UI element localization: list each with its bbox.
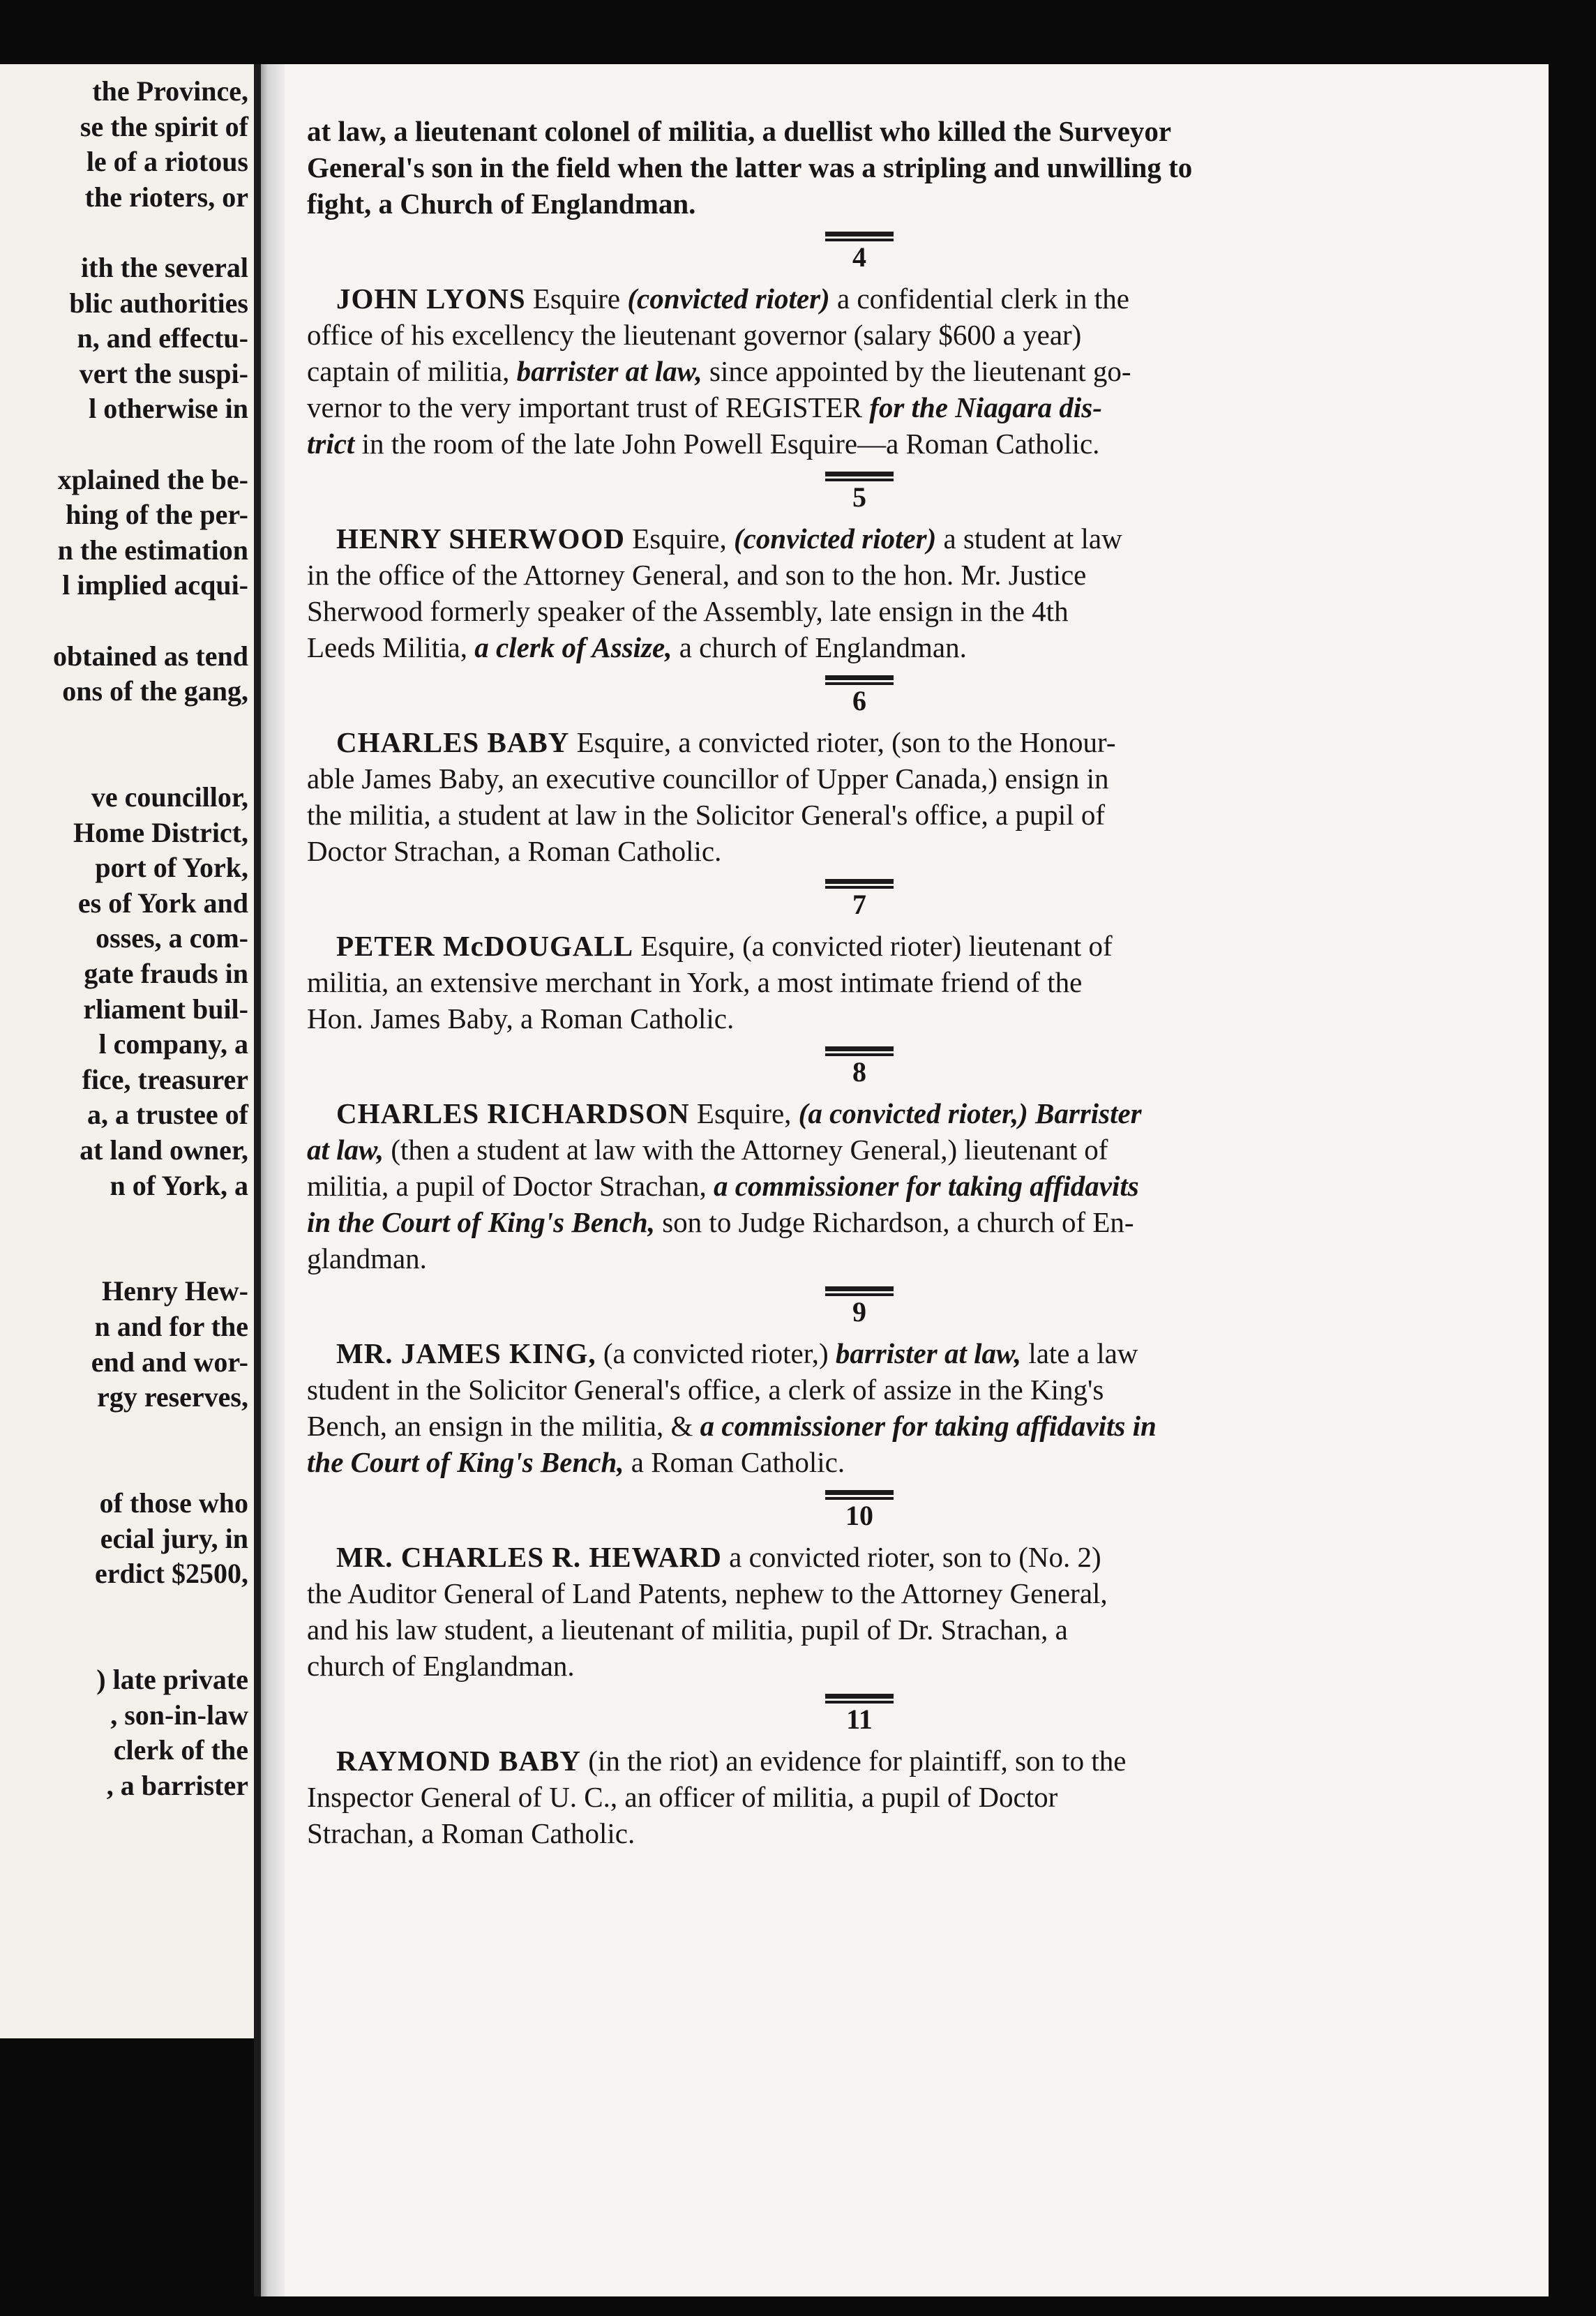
left-fragment-line: osses, a com- bbox=[96, 922, 248, 954]
left-fragment-line: fice, treasurer bbox=[82, 1063, 248, 1095]
text-run: Esquire, (a convicted rioter) lieutenant of bbox=[633, 930, 1113, 962]
entry-number: 7 bbox=[852, 889, 866, 920]
text-run: glandman. bbox=[307, 1242, 427, 1274]
entry-name: CHARLES RICHARDSON bbox=[336, 1097, 690, 1129]
text-run: and his law student, a lieutenant of militia, pupil of Dr. Strachan, a bbox=[307, 1614, 1068, 1646]
entry-name: JOHN LYONS bbox=[336, 283, 526, 315]
entry-name: CHARLES BABY bbox=[336, 726, 570, 758]
italic-text: (convicted rioter) bbox=[733, 522, 937, 555]
entry-line bbox=[307, 1648, 1423, 1684]
left-fragment-line: n of York, a bbox=[110, 1169, 248, 1201]
entry bbox=[307, 1539, 1423, 1684]
text-run: Inspector General of U. C., an officer of militia, a pupil of Doctor bbox=[307, 1781, 1058, 1813]
text-run: Doctor Strachan, a Roman Catholic. bbox=[307, 835, 722, 867]
text-run: vernor to the very important trust of REGISTER bbox=[307, 391, 870, 423]
section-separator bbox=[825, 1694, 894, 1704]
italic-text: (convicted rioter) bbox=[627, 283, 830, 315]
text-run: the militia, a student at law in the Solicitor General's office, a pupil of bbox=[307, 799, 1106, 831]
italic-text: in the Court of King's Bench, bbox=[307, 1206, 655, 1238]
left-fragment-line: a, a trustee of bbox=[86, 1099, 248, 1131]
entry-number: 9 bbox=[852, 1296, 866, 1328]
text-run: in the room of the late John Powell Esquire—a Roman Catholic. bbox=[354, 428, 1100, 460]
left-fragment-line: at land owner, bbox=[80, 1134, 248, 1166]
text-run: Esquire, bbox=[689, 1097, 799, 1129]
entry-line bbox=[307, 389, 1423, 426]
entry-line bbox=[307, 353, 1423, 389]
section-separator bbox=[825, 232, 894, 241]
text-run: Esquire, a convicted rioter, (son to the Honour- bbox=[569, 726, 1116, 758]
entry bbox=[307, 520, 1423, 666]
entry-number: 4 bbox=[852, 241, 866, 273]
entry-first-line bbox=[307, 1335, 1423, 1371]
entry bbox=[307, 1335, 1423, 1480]
entry-line bbox=[307, 1779, 1423, 1815]
entry-line bbox=[307, 1408, 1423, 1444]
entry-name: HENRY SHERWOOD bbox=[336, 522, 625, 555]
text-run: a confidential clerk in the bbox=[829, 283, 1129, 315]
left-fragment-line: rgy reserves, bbox=[97, 1381, 248, 1413]
entry-first-line bbox=[307, 280, 1423, 317]
section-separator bbox=[825, 1286, 894, 1296]
text-run: militia, a pupil of Doctor Strachan, bbox=[307, 1170, 714, 1202]
text-run: since appointed by the lieutenant go- bbox=[702, 355, 1131, 387]
italic-text: Barrister bbox=[1034, 1097, 1142, 1129]
entry-line bbox=[307, 1371, 1423, 1408]
left-fragment-line: blic authorities bbox=[69, 287, 248, 319]
text-run: Bench, an ensign in the militia, & bbox=[307, 1410, 700, 1442]
entry-line bbox=[307, 1204, 1423, 1240]
intro-line: General's son in the field when the latter was a stripling and unwilling to bbox=[307, 151, 1193, 183]
entry-name: MR. CHARLES R. HEWARD bbox=[336, 1541, 722, 1573]
entry-line bbox=[307, 1131, 1423, 1168]
section-separator bbox=[825, 472, 894, 481]
entry-line bbox=[307, 1611, 1423, 1648]
entry-name: RAYMOND BABY bbox=[336, 1745, 582, 1777]
text-run: church of Englandman. bbox=[307, 1650, 575, 1682]
entry-first-line bbox=[307, 928, 1423, 964]
left-fragment-line: port of York, bbox=[95, 852, 248, 884]
left-fragment-line: gate frauds in bbox=[84, 958, 248, 989]
text-run: able James Baby, an executive councillor of Upper Canada,) ensign in bbox=[307, 762, 1109, 795]
entry-line bbox=[307, 833, 1423, 869]
entry-line bbox=[307, 629, 1423, 666]
left-fragment-line: ecial jury, in bbox=[100, 1522, 248, 1554]
section-separator bbox=[825, 879, 894, 889]
entry-first-line bbox=[307, 724, 1423, 760]
entry-line bbox=[307, 1000, 1423, 1037]
entry bbox=[307, 928, 1423, 1037]
text-run: Esquire, bbox=[624, 522, 734, 555]
text-run: the Auditor General of Land Patents, nephew to the Attorney General, bbox=[307, 1577, 1108, 1609]
entry-first-line bbox=[307, 1095, 1423, 1131]
left-fragment-line: the rioters, or bbox=[84, 181, 248, 213]
entry bbox=[307, 280, 1423, 462]
left-fragment-line: se the spirit of bbox=[80, 110, 248, 142]
entry-list bbox=[307, 232, 1423, 1851]
text-run: militia, an extensive merchant in York, a most intimate friend of the bbox=[307, 966, 1083, 998]
left-fragment-line: erdict $2500, bbox=[95, 1558, 248, 1590]
left-fragment-line: rliament buil- bbox=[83, 993, 248, 1025]
left-fragment-line: Home District, bbox=[73, 816, 248, 848]
italic-text: at law, bbox=[307, 1134, 384, 1166]
left-fragment-line: n and for the bbox=[94, 1311, 248, 1342]
italic-text: the Court of King's Bench, bbox=[307, 1446, 624, 1478]
text-run: in the office of the Attorney General, and son to the hon. Mr. Justice bbox=[307, 559, 1087, 591]
page bbox=[285, 64, 1549, 2296]
left-fragment-line: le of a riotous bbox=[86, 146, 248, 178]
previous-page-fragment bbox=[0, 64, 259, 2038]
left-fragment-line: l implied acqui- bbox=[62, 569, 248, 601]
section-separator bbox=[825, 1490, 894, 1500]
entry-line bbox=[307, 1240, 1423, 1277]
left-fragment-line: l company, a bbox=[98, 1028, 248, 1060]
left-fragment-line: hing of the per- bbox=[66, 499, 248, 531]
text-run: a Roman Catholic. bbox=[624, 1446, 845, 1478]
entry-line bbox=[307, 557, 1423, 593]
italic-text: barrister at law, bbox=[835, 1337, 1022, 1369]
left-fragment-line: obtained as tend bbox=[52, 640, 248, 672]
text-run: (then a student at law with the Attorney General,) lieutenant of bbox=[384, 1134, 1108, 1166]
gutter-rule bbox=[254, 64, 261, 2296]
text-run: late a law bbox=[1021, 1337, 1138, 1369]
left-fragment-line: , son-in-law bbox=[110, 1699, 248, 1731]
left-fragment-line: vert the suspi- bbox=[79, 357, 248, 389]
left-fragment-line: l otherwise in bbox=[89, 393, 248, 425]
italic-text: a commissioner for taking affidavits in bbox=[700, 1410, 1157, 1442]
entry bbox=[307, 1743, 1423, 1851]
italic-text: (a convicted rioter,) bbox=[798, 1097, 1028, 1129]
text-run: student in the Solicitor General's office, a clerk of assize in the King's bbox=[307, 1374, 1104, 1406]
entry-line bbox=[307, 1815, 1423, 1851]
entry-line bbox=[307, 426, 1423, 462]
text-run: Hon. James Baby, a Roman Catholic. bbox=[307, 1002, 735, 1035]
entry-line bbox=[307, 760, 1423, 797]
left-fragment-line: the Province, bbox=[92, 75, 248, 107]
left-fragment-line: es of York and bbox=[77, 887, 248, 919]
entry-first-line bbox=[307, 1539, 1423, 1575]
intro-paragraph bbox=[307, 113, 1423, 222]
left-column-text bbox=[0, 64, 259, 2038]
text-run bbox=[1028, 1097, 1035, 1129]
entry-line bbox=[307, 1168, 1423, 1204]
text-run: captain of militia, bbox=[307, 355, 517, 387]
entry-line bbox=[307, 964, 1423, 1000]
italic-text: a clerk of Assize, bbox=[474, 631, 672, 663]
left-fragment-line: xplained the be- bbox=[57, 463, 248, 495]
left-fragment-line: ith the several bbox=[81, 252, 248, 283]
entry bbox=[307, 724, 1423, 869]
text-run: Esquire bbox=[525, 283, 628, 315]
text-run: son to Judge Richardson, a church of En- bbox=[654, 1206, 1134, 1238]
text-run: Leeds Militia, bbox=[307, 631, 475, 663]
text-run: a church of Englandman. bbox=[672, 631, 967, 663]
left-fragment-line: ve councillor, bbox=[91, 781, 248, 813]
entry-number: 5 bbox=[852, 481, 866, 513]
text-run: office of his excellency the lieutenant governor (salary $600 a year) bbox=[307, 319, 1082, 351]
entry-first-line bbox=[307, 1743, 1423, 1779]
left-fragment-line: ons of the gang, bbox=[62, 675, 248, 707]
left-fragment-line: , a barrister bbox=[106, 1769, 248, 1801]
left-fragment-line: ) late private bbox=[96, 1664, 248, 1695]
italic-text: for the Niagara dis- bbox=[869, 391, 1102, 423]
entry-first-line bbox=[307, 520, 1423, 557]
entry-number: 10 bbox=[845, 1500, 873, 1531]
text-run: Sherwood formerly speaker of the Assembly, late ensign in the 4th bbox=[307, 595, 1069, 627]
left-fragment-line: clerk of the bbox=[113, 1734, 248, 1766]
main-text-column bbox=[307, 113, 1423, 1851]
text-run: (a convicted rioter,) bbox=[596, 1337, 836, 1369]
entry-line bbox=[307, 593, 1423, 629]
book-gutter bbox=[258, 64, 286, 2296]
entry-name: PETER McDOUGALL bbox=[336, 930, 634, 962]
entry-line bbox=[307, 797, 1423, 833]
left-fragment-line: n, and effectu- bbox=[77, 322, 248, 354]
left-fragment-line: Henry Hew- bbox=[102, 1275, 248, 1307]
entry bbox=[307, 1095, 1423, 1277]
entry-line bbox=[307, 317, 1423, 353]
text-run: a student at law bbox=[936, 522, 1122, 555]
left-fragment-line: of those who bbox=[99, 1487, 248, 1519]
entry-number: 11 bbox=[846, 1704, 873, 1735]
italic-text: a commissioner for taking affidavits bbox=[713, 1170, 1139, 1202]
text-run: (in the riot) an evidence for plaintiff, son to the bbox=[581, 1745, 1127, 1777]
entry-number: 6 bbox=[852, 685, 866, 716]
entry-name: MR. JAMES KING, bbox=[336, 1337, 596, 1369]
left-fragment-line: n the estimation bbox=[57, 534, 248, 566]
text-run: a convicted rioter, son to (No. 2) bbox=[721, 1541, 1101, 1573]
section-separator bbox=[825, 1046, 894, 1056]
intro-line: fight, a Church of Englandman. bbox=[307, 188, 696, 220]
italic-text: barrister at law, bbox=[516, 355, 702, 387]
italic-text: trict bbox=[307, 428, 355, 460]
entry-line bbox=[307, 1575, 1423, 1611]
text-run: Strachan, a Roman Catholic. bbox=[307, 1817, 635, 1849]
intro-line: at law, a lieutenant colonel of militia, a duellist who killed the Surveyor bbox=[307, 115, 1172, 147]
section-separator bbox=[825, 675, 894, 685]
entry-number: 8 bbox=[852, 1056, 866, 1088]
left-fragment-line: end and wor- bbox=[91, 1346, 248, 1378]
entry-line bbox=[307, 1444, 1423, 1480]
